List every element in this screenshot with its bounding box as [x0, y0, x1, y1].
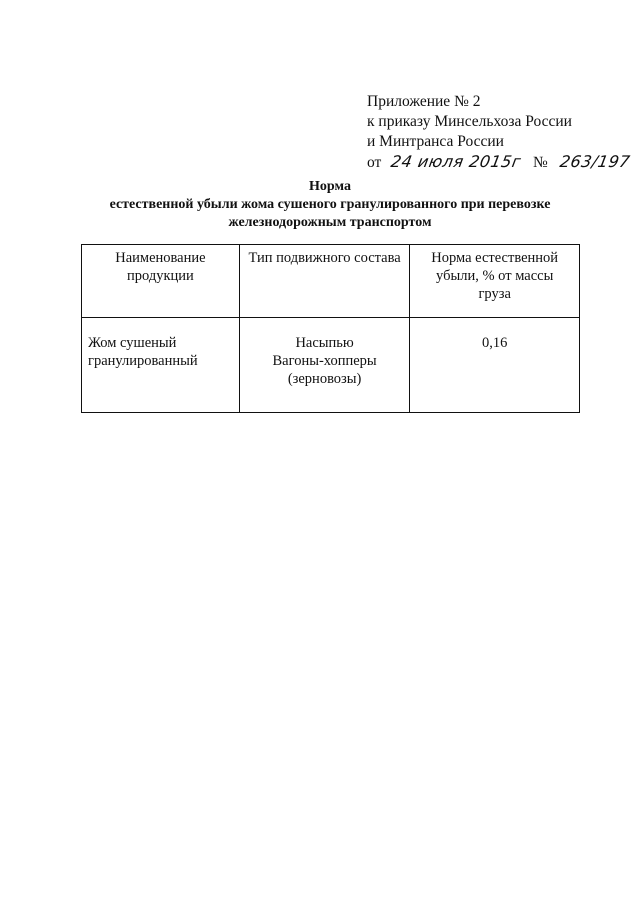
order-date-number: [367, 152, 632, 173]
title-line-1: Норма: [309, 179, 351, 194]
from-label: от: [367, 154, 382, 171]
number-label: №: [532, 154, 548, 171]
header-wagon-type: Тип подвижного состава: [239, 245, 410, 318]
title-line-2: естественной убыли жома сушеного гранулированного при перевозке: [109, 197, 551, 212]
header-loss-norm: Норма естественной убыли, % от массы груза: [410, 245, 580, 318]
order-ministry-agriculture: к приказу Минсельхоза России: [367, 113, 572, 130]
title-line-3: железнодорожным транспортом: [228, 215, 432, 230]
handwritten-date: 24 июля 2015г: [389, 152, 523, 171]
cell-wagon-type: Насыпью Вагоны-хопперы (зерновозы): [239, 318, 410, 413]
table-header-row: [82, 245, 580, 318]
order-ministry-transport: и Минтранса России: [367, 133, 504, 150]
appendix-header: [367, 92, 632, 173]
header-product: Наименование продукции: [82, 245, 240, 318]
table-row: [82, 318, 580, 413]
cell-loss-norm: 0,16: [410, 318, 580, 413]
appendix-number: Приложение № 2: [367, 93, 481, 110]
norms-table: [81, 244, 580, 413]
cell-product: Жом сушеный гранулированный: [82, 318, 240, 413]
handwritten-order-number: 263/197: [558, 152, 632, 171]
document-title: [70, 178, 590, 232]
